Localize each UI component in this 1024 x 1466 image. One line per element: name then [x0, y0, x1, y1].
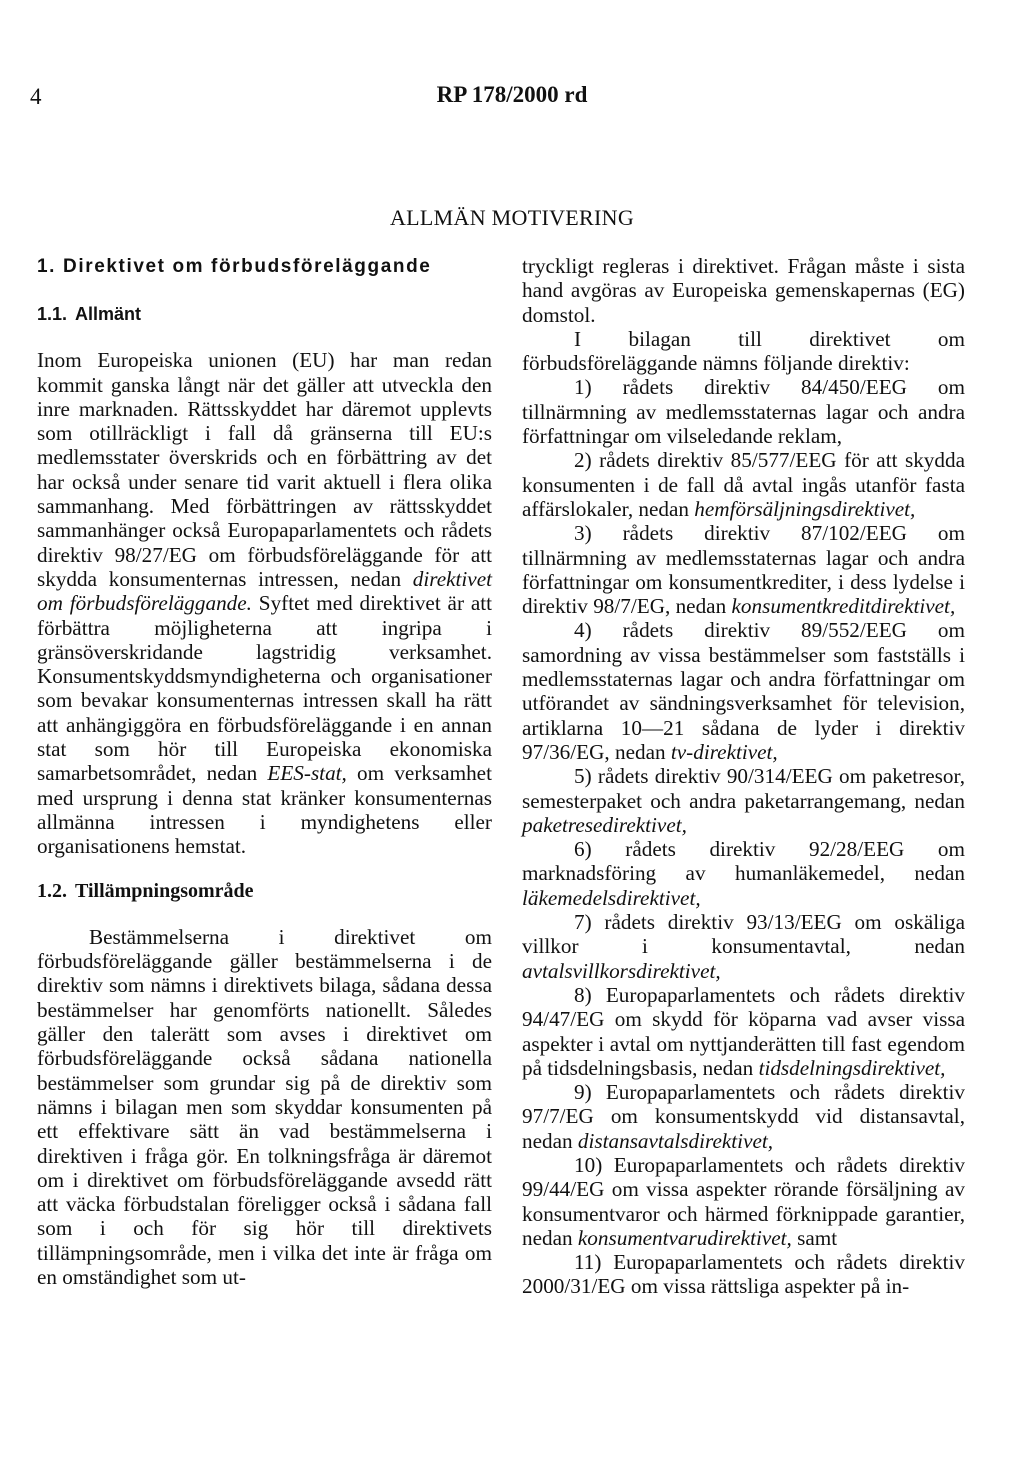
subsection-heading-1: [37, 302, 492, 326]
list-item: [522, 448, 965, 521]
paragraph-intro: I bilagan till direktivet om förbudsföreläggande nämns följande direktiv:: [522, 326, 965, 376]
section-number: 1.: [37, 256, 57, 277]
list-item-italic: konsumentkreditdirektivet,: [731, 594, 956, 619]
subsection-title-1: Allmänt: [75, 304, 142, 324]
section-heading: [37, 254, 492, 280]
right-column: [522, 254, 965, 1299]
list-item: [522, 837, 965, 910]
paragraph-italic-term: direktivet om förbudsföreläggande.: [37, 566, 492, 616]
subsection-number-2: 1.2.: [37, 879, 67, 902]
list-item: [522, 983, 965, 1080]
list-item-text: 2) rådets direktiv 85/577/EEG för att skydda konsumenten i de fall då avtal ingås utanför fasta affärslokaler, nedan: [522, 448, 965, 521]
list-item-text: 9) Europaparlamentets och rådets direktiv 97/7/EG om konsumentskydd vid distansavtal, nedan: [522, 1080, 965, 1153]
list-item: 1) rådets direktiv 84/450/EEG om tillnärmning av medlemsstaternas lagar och andra författningar om vilseledande reklam,: [522, 375, 965, 449]
list-item: [522, 1080, 965, 1153]
list-item-text: 4) rådets direktiv 89/552/EEG om samordning av vissa bestämmelser som fastställs i medlemsstaternas lagar och andra författningar om utförandet av sändningsverksamhet för television, artiklarna 10—21 sådana de lyder i direktiv 97/36/EG, nedan: [522, 618, 965, 764]
list-item-text: 5) rådets direktiv 90/314/EEG om paketresor, semesterpaket och andra paketarrangemang, nedan: [522, 764, 965, 813]
list-item-text: 10) Europaparlamentets och rådets direktiv 99/44/EG om vissa aspekter rörande försäljning av konsumentvaror och härmed förknippade garantier, nedan: [522, 1152, 965, 1250]
paragraph-tillampningsomrade: Bestämmelserna i direktivet om förbudsföreläggande gäller bestämmelserna i de direktiv som nämns i direktivets bilaga, sådana dessa bestämmelser har genomförts nationellt. Således gäller den talerätt som avses i direktivet om förbudsföreläggande också sådana nationella bestämmelser som grundar sig på de direktiv som nämns i bilagan men som skyddar konsumenten på ett effektivare sätt än vad bestämmelserna i direktiven i fråga gör. En tolkningsfråga är däremot om i direktivet om förbudsföreläggande avsedd rätt att väcka förbudstalan föreligger också i sådana fall som i och för sig hör till direktivets tillämpningsområde, men i vilka det inte är fråga om en omständighet som ut-: [37, 924, 492, 1289]
document-title: ALLMÄN MOTIVERING: [389, 205, 635, 230]
paragraph-text: om verksamhet med ursprung i denna stat kränker konsumenternas allmänna intressen i myndighetens eller organisationens hemstat.: [37, 761, 492, 859]
subsection-title-2: Tillämpningsområde: [75, 879, 254, 902]
list-item-text: 7) rådets direktiv 93/13/EEG om oskäliga villkor i konsumentavtal, nedan: [522, 910, 965, 959]
running-head: RP 178/2000 rd: [436, 82, 588, 107]
list-item-text: 6) rådets direktiv 92/28/EEG om marknadsföring av humanläkemedel, nedan: [522, 837, 965, 886]
list-item-italic: distansavtalsdirektivet,: [577, 1128, 774, 1153]
list-item: [522, 618, 965, 764]
paragraph-italic-term: EES-stat,: [267, 761, 347, 786]
list-item-italic: avtalsvillkorsdirektivet,: [522, 958, 721, 983]
list-item: 11) Europaparlamentets och rådets direktiv 2000/31/EG om vissa rättsliga aspekter på in-: [522, 1250, 965, 1299]
list-item-text: 3) rådets direktiv 87/102/EEG om tillnärmning av medlemsstaternas lagar och andra författningar om konsumentkrediter, i dess lydelse i direktiv 98/7/EG, nedan: [522, 521, 965, 619]
list-item-italic: paketresedirektivet,: [522, 812, 687, 837]
list-item-italic: tidsdelningsdirektivet,: [758, 1055, 946, 1080]
page-number: 4: [30, 84, 42, 109]
list-item: [522, 764, 965, 837]
list-item-italic: tv-direktivet,: [670, 739, 778, 764]
list-item-italic: läkemedelsdirektivet,: [522, 885, 701, 910]
list-item-text: samt: [791, 1225, 838, 1250]
paragraph-text: Inom Europeiska unionen (EU) har man redan kommit ganska långt när det gäller att utveckla den inre marknaden. Rättsskyddet har däremot upplevts som otillräckligt i fall då gränserna till EU:s medlemsstater överskrids och en förbättring av det har också under senare tid varit aktuell i flera olika sammanhang. Med förbättringen av rättsskyddet sammanhänger också Europaparlamentets och rådets direktiv 98/27/EG om förbudsföreläggande för att skydda konsumenternas intressen, nedan: [37, 348, 492, 591]
section-title: Direktivet om förbudsföreläggande: [63, 256, 432, 277]
subsection-heading-2: [37, 879, 492, 903]
list-item-italic: hemförsäljningsdirektivet,: [694, 496, 916, 521]
list-item: [522, 521, 965, 618]
paragraph-allmant: [37, 348, 492, 858]
paragraph-continuation: tryckligt regleras i direktivet. Frågan måste i sista hand avgöras av Europeiska gemenskapernas (EG) domstol.: [522, 254, 965, 327]
list-item-italic: konsumentvarudirektivet,: [577, 1225, 792, 1250]
left-column: [37, 254, 492, 1289]
list-item: [522, 910, 965, 983]
list-item: [522, 1153, 965, 1250]
subsection-number-1: 1.1.: [37, 304, 68, 324]
list-item-text: 8) Europaparlamentets och rådets direktiv 94/47/EG om skydd för köparna vad avser vissa aspekter i avtal om nyttjanderätten till fast egendom på tidsdelningsbasis, nedan: [522, 982, 965, 1080]
paragraph-text: Syftet med direktivet är att förbättra möjligheterna att ingripa i gränsöverskridande lagstridig verksamhet. Konsumentskyddsmyndigheterna och organisationer som bevakar konsumenternas intressen skall ha rätt att anhängiggöra en förbudsföreläggande i en annan stat som hör till Europeiska ekonomiska samarbetsområdet, nedan: [37, 591, 492, 786]
